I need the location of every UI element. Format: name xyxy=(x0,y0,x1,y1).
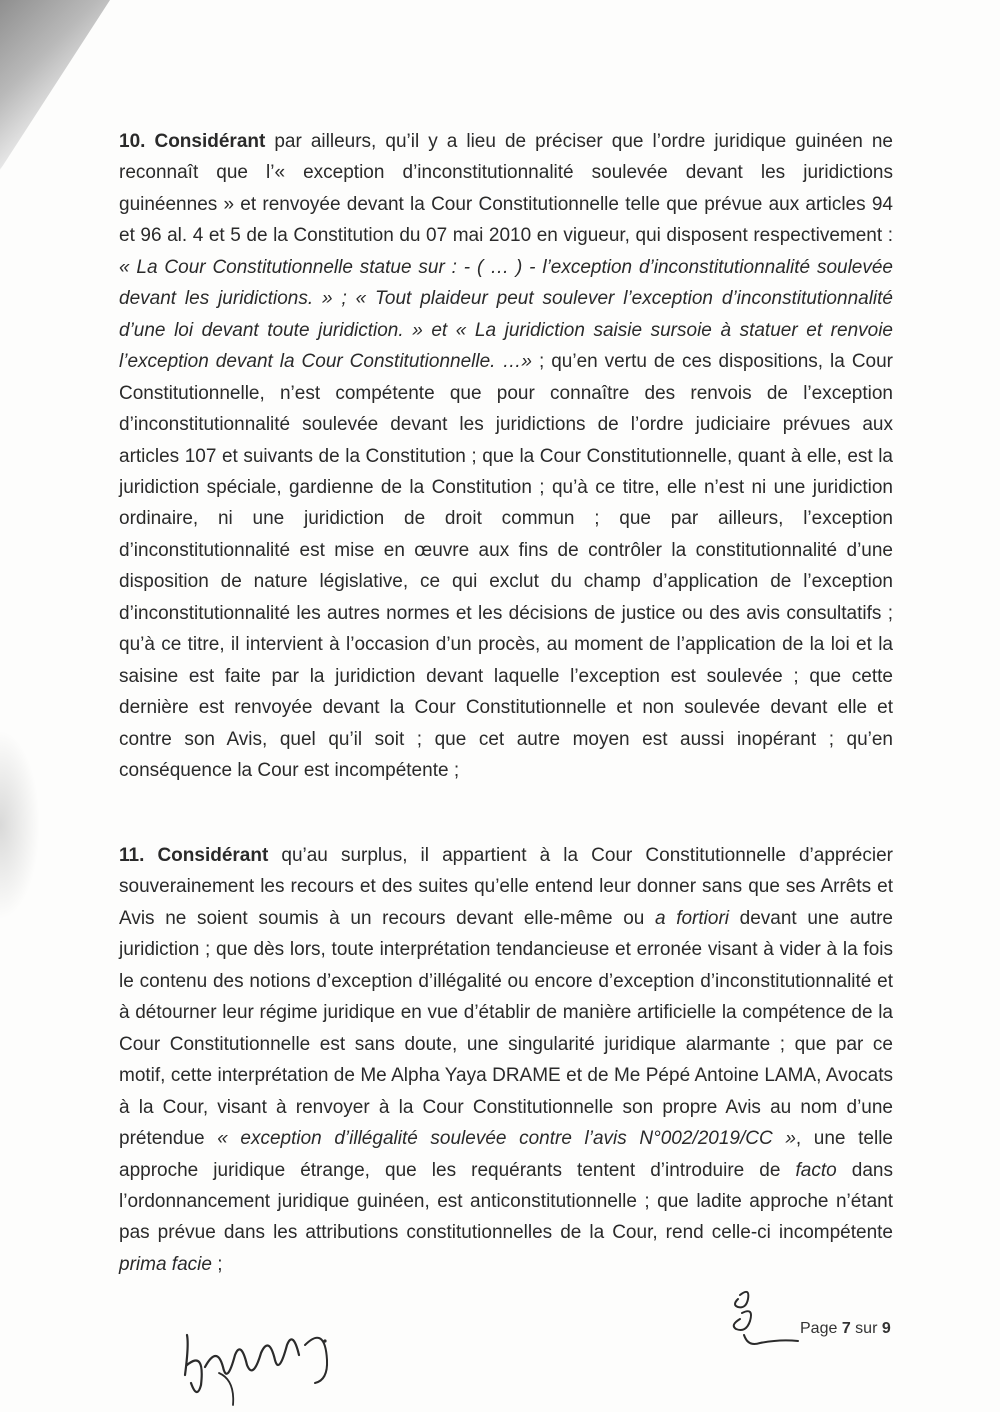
scan-corner-shadow xyxy=(0,0,110,170)
paragraph-keyword: Considérant xyxy=(157,845,269,866)
latin-phrase: facto xyxy=(795,1159,837,1181)
signature-initials-right xyxy=(720,1285,800,1365)
paragraph-10 xyxy=(119,126,893,787)
page-label: Page xyxy=(800,1320,842,1337)
latin-phrase: prima facie xyxy=(119,1253,212,1275)
signature-initials-left xyxy=(175,1305,345,1410)
paragraph-text: par ailleurs, qu’il y a lieu de préciser que l’ordre juridique guinéen ne reconnaît que l’« exception d’inconstitutionnalité soulevée devant les juridictions guinéennes » et renvoyée devant la Cour Constitutionnelle telle que prévue aux articles 94 et 96 al. 4 et 5 de la Constitution du 07 mai 2010 en vigueur, qui disposent respectivement : xyxy=(119,131,893,247)
paragraph-text: qu’au surplus, il appartient à la Cour Constitutionnelle d’apprécier souverainement les recours et des suites qu’elle entend leur donner sans que ses Arrêts et Avis ne soient soumis à un recours devant elle-même ou xyxy=(119,845,893,929)
constitution-quote: « La Cour Constitutionnelle statue sur : - ( … ) - l’exception d’inconstitutionnalité soulevée devant les juridictions. » ; « Tout plaideur peut soulever l’exception d’inconstitutionnalité d’une loi devant toute juridiction. » et « La juridiction saisie sursoie à statuer et renvoie l’exception devant la Cour Constitutionnelle. …» xyxy=(119,256,893,373)
paragraph-text: devant une autre juridiction ; que dès lors, toute interprétation tendancieuse et erronée visant à vider à la fois le contenu des notions d’exception d’illégalité ou encore d’exception d’inconstitutionnalité et à détourner leur régime juridique en vue d’établir de manière artificielle la compétence de la Cour Constitutionnelle est sans doute, une singularité juridique alarmante ; que par ce motif, cette interprétation de Me Alpha Yaya DRAME et de Me Pépé Antoine LAMA, Avocats à la Cour, visant à renvoyer à la Cour Constitutionnelle son propre Avis au nom d’une prétendue xyxy=(119,907,893,1150)
scan-margin-smudge xyxy=(0,730,40,920)
paragraph-text: ; xyxy=(211,1253,223,1275)
latin-phrase: a fortiori xyxy=(654,907,729,929)
paragraph-text: dans l’ordonnancement juridique guinéen, est anticonstitutionnelle ; que ladite approche n’étant pas prévue dans les attributions constitutionnelles de la Cour, rend celle-ci incompétente xyxy=(119,1159,893,1244)
page-number: 7 xyxy=(841,1320,851,1337)
quoted-exception: « exception d’illégalité soulevée contre l’avis N°002/2019/CC » xyxy=(217,1128,796,1150)
page-total: 9 xyxy=(881,1320,891,1337)
paragraph-text: , une telle approche juridique étrange, que les requérants tentent d’introduire de xyxy=(119,1128,893,1181)
page-number-footer xyxy=(800,1320,891,1338)
paragraph-number: 10. xyxy=(119,131,146,152)
paragraph-text: ; qu’en vertu de ces dispositions, la Cour Constitutionnelle, n’est compétente que pour connaître des renvois de l’exception d’inconstitutionnalité soulevée devant les juridictions de l’ordre judiciaire prévues aux articles 107 et suivants de la Constitution ; que la Cour Constitutionnelle, quant à elle, est la juridiction spéciale, gardienne de la Constitution ; qu’à ce titre, elle n’est ni une juridiction ordinaire, ni une juridiction de droit commun ; que par ailleurs, l’exception d’inconstitutionnalité est mise en œuvre aux fins de contrôler la constitutionnalité d’une disposition de nature législative, ce qui exclut du champ d’application de l’exception d’inconstitutionnalité les autres normes et les décisions de justice ou des avis consultatifs ; qu’à ce titre, il intervient à l’occasion d’un procès, au moment de l’application de la loi et la saisine est faite par la juridiction devant laquelle l’exception est soulevée ; que cette dernière est renvoyée devant la Cour Constitutionnelle et non soulevée devant elle et contre son Avis, quel qu’il soit ; que cet autre moyen est aussi inopérant ; qu’en conséquence la Cour est incompétente ; xyxy=(119,351,893,782)
paragraph-number: 11. xyxy=(119,845,145,866)
paragraph-keyword: Considérant xyxy=(154,131,266,152)
page-separator: sur xyxy=(850,1320,882,1337)
paragraph-11 xyxy=(119,840,893,1280)
